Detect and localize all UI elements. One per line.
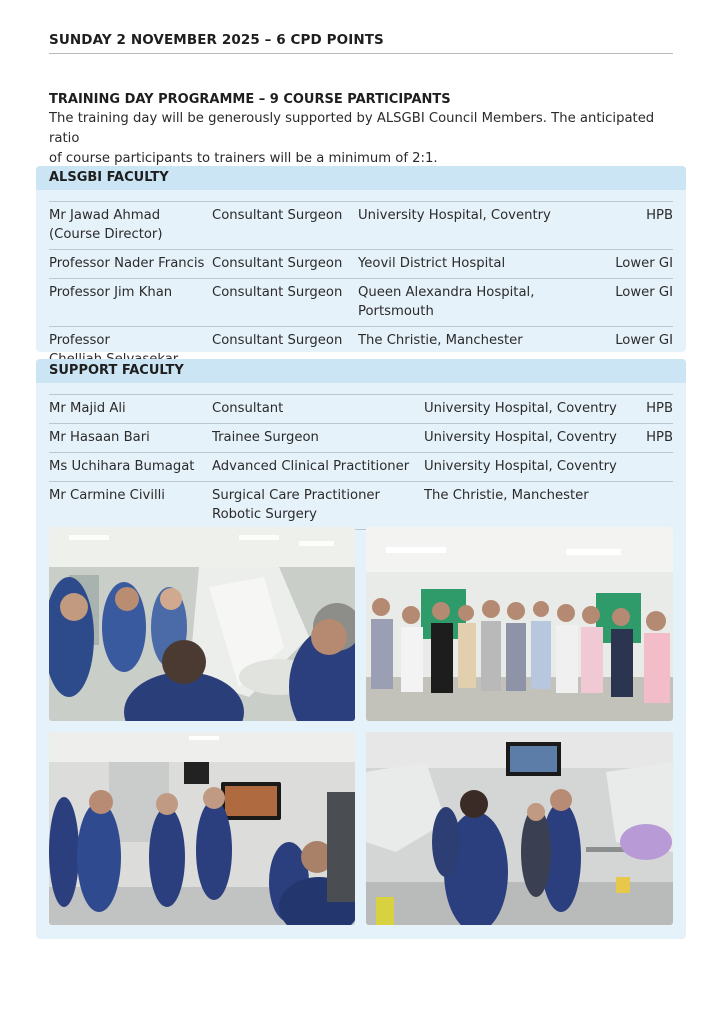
faculty-role: Surgical Care Practitioner Robotic Surgery <box>212 482 424 530</box>
faculty-hospital: University Hospital, Coventry <box>424 453 624 482</box>
table-row <box>49 395 673 424</box>
support-faculty-heading: SUPPORT FACULTY <box>36 359 686 383</box>
page-header-title: SUNDAY 2 NOVEMBER 2025 – 6 CPD POINTS <box>49 32 384 48</box>
faculty-specialty: Lower GI <box>608 250 673 279</box>
faculty-specialty: HPB <box>608 202 673 250</box>
table-row <box>49 279 673 327</box>
faculty-hospital: University Hospital, Coventry <box>358 202 608 250</box>
faculty-role: Advanced Clinical Practitioner <box>212 453 424 482</box>
faculty-role: Trainee Surgeon <box>212 424 424 453</box>
faculty-name: Mr Majid Ali <box>49 395 212 424</box>
faculty-hospital: University Hospital, Coventry <box>424 424 624 453</box>
alsgbi-faculty-panel <box>36 166 686 352</box>
faculty-name: Professor Nader Francis <box>49 250 212 279</box>
table-row <box>49 424 673 453</box>
faculty-specialty: Lower GI <box>608 327 673 375</box>
faculty-name: Mr Hasaan Bari <box>49 424 212 453</box>
faculty-name: Ms Uchihara Bumagat <box>49 453 212 482</box>
faculty-hospital: University Hospital, Coventry <box>424 395 624 424</box>
faculty-specialty <box>624 482 673 530</box>
faculty-role: Consultant <box>212 395 424 424</box>
photo-group <box>366 527 673 721</box>
faculty-name: Professor <box>49 327 212 375</box>
photo-robot-training <box>49 527 355 721</box>
table-row <box>49 453 673 482</box>
photo-theatre-screen <box>49 732 355 925</box>
faculty-role: Consultant Surgeon <box>212 279 358 327</box>
faculty-specialty <box>624 453 673 482</box>
faculty-role: Consultant Surgeon <box>212 327 358 375</box>
faculty-hospital: Queen Alexandra Hospital, Portsmouth <box>358 279 608 327</box>
faculty-hospital: The Christie, Manchester <box>358 327 608 375</box>
faculty-name: Professor Jim Khan <box>49 279 212 327</box>
support-faculty-table <box>49 394 673 530</box>
table-row <box>49 250 673 279</box>
alsgbi-faculty-heading: ALSGBI FACULTY <box>36 166 686 190</box>
programme-description-line: of course participants to trainers will be a minimum of 2:1. <box>49 151 438 166</box>
programme-description-line: The training day will be generously supported by ALSGBI Council Members. The anticipated ratio <box>49 111 655 146</box>
faculty-specialty: HPB <box>624 395 673 424</box>
table-row <box>49 202 673 250</box>
faculty-role: Consultant Surgeon <box>212 202 358 250</box>
header-divider <box>49 53 673 54</box>
programme-title: TRAINING DAY PROGRAMME – 9 COURSE PARTICIPANTS <box>49 92 451 107</box>
programme-description <box>49 109 677 169</box>
faculty-specialty: Lower GI <box>608 279 673 327</box>
faculty-hospital: The Christie, Manchester <box>424 482 624 530</box>
alsgbi-faculty-table <box>49 201 673 375</box>
faculty-name: Mr Jawad Ahmad (Course Director) <box>49 202 212 250</box>
faculty-name: Mr Carmine Civilli <box>49 482 212 530</box>
faculty-hospital: Yeovil District Hospital <box>358 250 608 279</box>
table-row <box>49 482 673 530</box>
faculty-specialty: HPB <box>624 424 673 453</box>
faculty-role: Consultant Surgeon <box>212 250 358 279</box>
photo-robot-demo <box>366 732 673 925</box>
